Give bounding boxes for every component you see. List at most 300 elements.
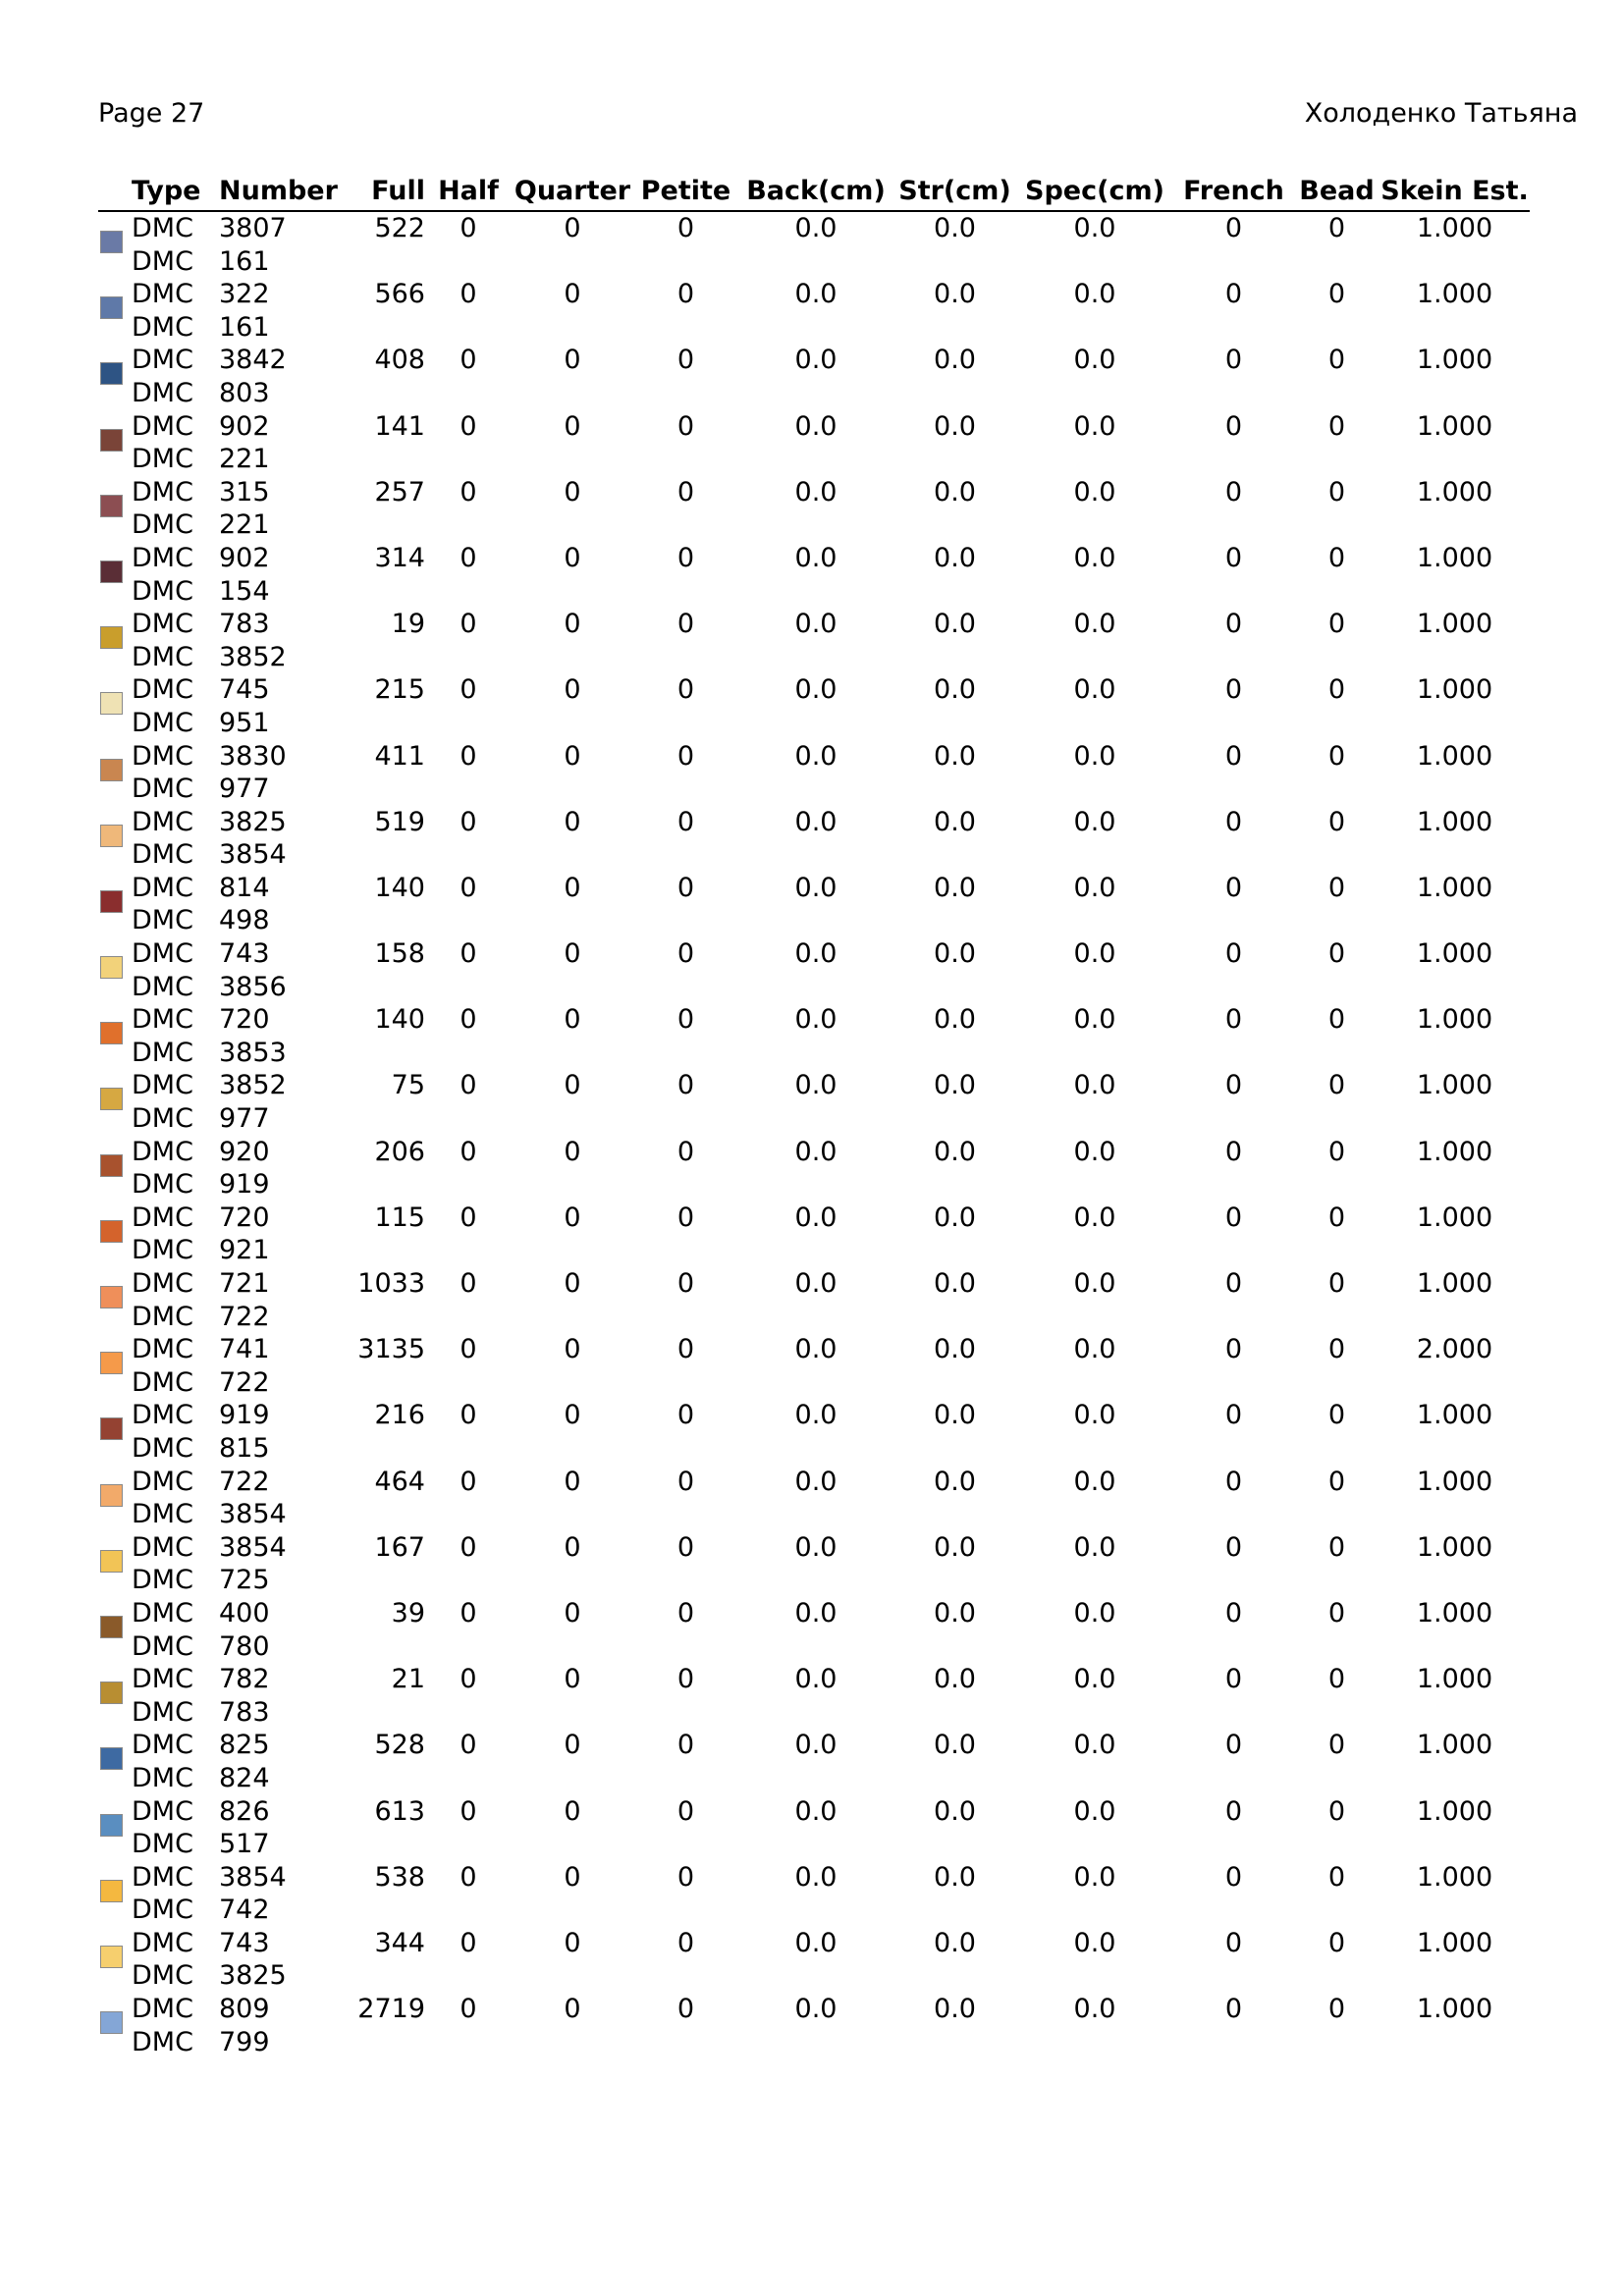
french-count: 0 xyxy=(1224,1531,1243,1563)
quarter-count: 0 xyxy=(564,938,581,970)
thread-type: DMC xyxy=(132,938,193,970)
french-count: 0 xyxy=(1224,938,1243,970)
full-count: 215 xyxy=(374,674,425,706)
spec-length: 0.0 xyxy=(1073,1136,1116,1167)
quarter-count: 0 xyxy=(564,1136,581,1167)
skein-estimate: 1.000 xyxy=(1416,476,1493,507)
french-count: 0 xyxy=(1224,1268,1243,1299)
skein-estimate: 1.000 xyxy=(1416,345,1493,376)
petite-count: 0 xyxy=(676,1730,695,1761)
french-count: 0 xyxy=(1224,1136,1243,1167)
back-length: 0.0 xyxy=(794,1004,838,1036)
blend-empty-cells xyxy=(330,1102,1530,1136)
half-count: 0 xyxy=(460,1730,477,1761)
swatch-cell xyxy=(98,1201,132,1267)
petite-count: 0 xyxy=(676,1664,695,1695)
thread-type: DMC xyxy=(132,213,193,243)
half-count: 0 xyxy=(460,1597,477,1629)
full-count: 140 xyxy=(374,872,425,903)
blend-thread-number: 3854 xyxy=(219,839,287,871)
table-body xyxy=(98,211,1530,2058)
back-length: 0.0 xyxy=(794,872,838,903)
color-swatch xyxy=(100,429,123,452)
skein-estimate: 1.000 xyxy=(1416,1466,1493,1497)
swatch-cell xyxy=(98,937,132,1003)
back-length: 0.0 xyxy=(794,279,838,310)
full-count: 344 xyxy=(374,1927,425,1958)
thread-number: 814 xyxy=(219,872,270,903)
swatch-cell xyxy=(98,1136,132,1201)
thread-row-blend xyxy=(98,1894,1530,1927)
blend-empty-cells xyxy=(330,1630,1530,1664)
thread-row-blend xyxy=(98,245,1530,279)
thread-type: DMC xyxy=(132,1994,193,2025)
thread-row xyxy=(98,1729,1530,1762)
quarter-count: 0 xyxy=(564,1531,581,1563)
french-count: 0 xyxy=(1224,1201,1243,1233)
swatch-cell xyxy=(98,476,132,542)
blend-empty-cells xyxy=(330,1168,1530,1201)
str-length: 0.0 xyxy=(934,1994,976,2025)
full-count: 140 xyxy=(374,1004,425,1036)
french-count: 0 xyxy=(1224,1861,1243,1893)
bead-count: 0 xyxy=(1327,1730,1346,1761)
petite-count: 0 xyxy=(676,1268,695,1299)
skein-estimate: 1.000 xyxy=(1416,609,1493,640)
thread-row xyxy=(98,673,1530,707)
thread-number: 3842 xyxy=(219,345,287,376)
spec-length: 0.0 xyxy=(1073,1531,1116,1563)
back-length: 0.0 xyxy=(794,609,838,640)
skein-estimate: 1.000 xyxy=(1416,542,1493,573)
swatch-cell xyxy=(98,1399,132,1465)
str-length: 0.0 xyxy=(934,1861,976,1893)
bead-count: 0 xyxy=(1327,872,1346,903)
column-header-back: Back(cm) xyxy=(738,174,893,211)
blend-thread-number: 783 xyxy=(219,1696,270,1728)
back-length: 0.0 xyxy=(794,1466,838,1497)
skein-estimate: 1.000 xyxy=(1416,1730,1493,1761)
half-count: 0 xyxy=(460,213,477,243)
thread-row-blend xyxy=(98,311,1530,345)
str-length: 0.0 xyxy=(934,1597,976,1629)
str-length: 0.0 xyxy=(934,740,976,772)
petite-count: 0 xyxy=(676,279,695,310)
half-count: 0 xyxy=(460,1664,477,1695)
half-count: 0 xyxy=(460,806,477,837)
blend-empty-cells xyxy=(330,1234,1530,1267)
back-length: 0.0 xyxy=(794,1597,838,1629)
str-length: 0.0 xyxy=(934,806,976,837)
column-header-skein: Skein Est. xyxy=(1380,174,1530,211)
column-header-half: Half xyxy=(425,174,512,211)
back-length: 0.0 xyxy=(794,1730,838,1761)
skein-estimate: 1.000 xyxy=(1416,1994,1493,2025)
blend-thread-type: DMC xyxy=(132,1630,193,1662)
back-length: 0.0 xyxy=(794,1334,838,1365)
blend-thread-number: 919 xyxy=(219,1169,270,1201)
quarter-count: 0 xyxy=(564,740,581,772)
thread-number: 3854 xyxy=(219,1861,287,1893)
str-length: 0.0 xyxy=(934,1004,976,1036)
thread-row-blend xyxy=(98,1828,1530,1861)
full-count: 21 xyxy=(391,1664,425,1695)
spec-length: 0.0 xyxy=(1073,938,1116,970)
blend-empty-cells xyxy=(330,1828,1530,1861)
quarter-count: 0 xyxy=(564,674,581,706)
thread-row-blend xyxy=(98,838,1530,872)
petite-count: 0 xyxy=(676,213,695,243)
quarter-count: 0 xyxy=(564,213,581,243)
petite-count: 0 xyxy=(676,345,695,376)
thread-type: DMC xyxy=(132,1136,193,1167)
full-count: 519 xyxy=(374,806,425,837)
thread-number: 3825 xyxy=(219,806,287,837)
skein-estimate: 1.000 xyxy=(1416,1531,1493,1563)
color-swatch xyxy=(100,231,123,253)
petite-count: 0 xyxy=(676,542,695,573)
french-count: 0 xyxy=(1224,279,1243,310)
thread-row xyxy=(98,1531,1530,1565)
thread-row xyxy=(98,344,1530,377)
thread-number: 3807 xyxy=(219,213,287,243)
author-name: Холоденко Татьяна xyxy=(1304,98,1578,129)
thread-number: 720 xyxy=(219,1004,270,1036)
swatch-cell xyxy=(98,608,132,673)
str-length: 0.0 xyxy=(934,213,976,243)
half-count: 0 xyxy=(460,938,477,970)
thread-type: DMC xyxy=(132,1334,193,1365)
thread-row xyxy=(98,1861,1530,1895)
thread-number: 315 xyxy=(219,476,270,507)
color-swatch xyxy=(100,1946,123,1968)
thread-type: DMC xyxy=(132,1070,193,1101)
blend-empty-cells xyxy=(330,575,1530,609)
skein-estimate: 1.000 xyxy=(1416,872,1493,903)
blend-thread-number: 498 xyxy=(219,905,270,936)
thread-row xyxy=(98,476,1530,509)
thread-row xyxy=(98,1466,1530,1499)
quarter-count: 0 xyxy=(564,1861,581,1893)
full-count: 2719 xyxy=(357,1994,425,2025)
column-header-petite: Petite xyxy=(633,174,738,211)
blend-thread-number: 3853 xyxy=(219,1037,287,1068)
thread-type: DMC xyxy=(132,1400,193,1431)
thread-type: DMC xyxy=(132,279,193,310)
blend-thread-number: 799 xyxy=(219,2026,270,2057)
blend-thread-type: DMC xyxy=(132,641,193,672)
thread-number: 920 xyxy=(219,1136,270,1167)
thread-row xyxy=(98,211,1530,245)
full-count: 1033 xyxy=(357,1268,425,1299)
full-count: 115 xyxy=(374,1201,425,1233)
column-header-full: Full xyxy=(330,174,425,211)
quarter-count: 0 xyxy=(564,806,581,837)
petite-count: 0 xyxy=(676,1334,695,1365)
half-count: 0 xyxy=(460,1861,477,1893)
bead-count: 0 xyxy=(1327,806,1346,837)
petite-count: 0 xyxy=(676,674,695,706)
full-count: 75 xyxy=(391,1070,425,1101)
blend-empty-cells xyxy=(330,1498,1530,1531)
str-length: 0.0 xyxy=(934,1531,976,1563)
thread-type: DMC xyxy=(132,1597,193,1629)
blend-thread-type: DMC xyxy=(132,774,193,805)
thread-row-blend xyxy=(98,773,1530,806)
back-length: 0.0 xyxy=(794,345,838,376)
full-count: 464 xyxy=(374,1466,425,1497)
spec-length: 0.0 xyxy=(1073,1994,1116,2025)
french-count: 0 xyxy=(1224,1927,1243,1958)
blend-thread-number: 722 xyxy=(219,1366,270,1398)
thread-table xyxy=(98,174,1530,2058)
blend-empty-cells xyxy=(330,1037,1530,1070)
color-swatch xyxy=(100,1022,123,1044)
thread-number: 783 xyxy=(219,609,270,640)
thread-row xyxy=(98,410,1530,444)
quarter-count: 0 xyxy=(564,1730,581,1761)
quarter-count: 0 xyxy=(564,476,581,507)
str-length: 0.0 xyxy=(934,609,976,640)
color-swatch xyxy=(100,1220,123,1243)
blend-thread-number: 3825 xyxy=(219,1960,287,1992)
bead-count: 0 xyxy=(1327,938,1346,970)
spec-length: 0.0 xyxy=(1073,609,1116,640)
thread-type: DMC xyxy=(132,1201,193,1233)
french-count: 0 xyxy=(1224,1070,1243,1101)
back-length: 0.0 xyxy=(794,476,838,507)
blend-thread-number: 780 xyxy=(219,1630,270,1662)
swatch-cell xyxy=(98,1993,132,2058)
blend-thread-type: DMC xyxy=(132,1960,193,1992)
half-count: 0 xyxy=(460,609,477,640)
quarter-count: 0 xyxy=(564,279,581,310)
blend-empty-cells xyxy=(330,1564,1530,1597)
thread-number: 825 xyxy=(219,1730,270,1761)
color-swatch xyxy=(100,561,123,583)
swatch-cell xyxy=(98,1003,132,1069)
quarter-count: 0 xyxy=(564,1927,581,1958)
color-swatch xyxy=(100,1286,123,1308)
str-length: 0.0 xyxy=(934,1070,976,1101)
blend-empty-cells xyxy=(330,1696,1530,1730)
spec-length: 0.0 xyxy=(1073,1664,1116,1695)
bead-count: 0 xyxy=(1327,1201,1346,1233)
spec-length: 0.0 xyxy=(1073,1597,1116,1629)
str-length: 0.0 xyxy=(934,1201,976,1233)
half-count: 0 xyxy=(460,279,477,310)
thread-row-blend xyxy=(98,1498,1530,1531)
back-length: 0.0 xyxy=(794,1664,838,1695)
french-count: 0 xyxy=(1224,410,1243,442)
blend-thread-number: 977 xyxy=(219,1103,270,1135)
thread-row-blend xyxy=(98,971,1530,1004)
french-count: 0 xyxy=(1224,1795,1243,1827)
blend-thread-number: 951 xyxy=(219,707,270,738)
petite-count: 0 xyxy=(676,1927,695,1958)
swatch-cell xyxy=(98,1267,132,1333)
thread-number: 721 xyxy=(219,1268,270,1299)
swatch-cell xyxy=(98,1531,132,1597)
thread-number: 782 xyxy=(219,1664,270,1695)
back-length: 0.0 xyxy=(794,410,838,442)
half-count: 0 xyxy=(460,872,477,903)
thread-number: 745 xyxy=(219,674,270,706)
thread-row-blend xyxy=(98,641,1530,674)
skein-estimate: 1.000 xyxy=(1416,1136,1493,1167)
petite-count: 0 xyxy=(676,806,695,837)
quarter-count: 0 xyxy=(564,1664,581,1695)
thread-row-blend xyxy=(98,1959,1530,1993)
back-length: 0.0 xyxy=(794,213,838,243)
bead-count: 0 xyxy=(1327,345,1346,376)
blend-thread-type: DMC xyxy=(132,1366,193,1398)
thread-row-blend xyxy=(98,1301,1530,1334)
half-count: 0 xyxy=(460,542,477,573)
color-swatch xyxy=(100,1880,123,1902)
spec-length: 0.0 xyxy=(1073,542,1116,573)
blend-thread-type: DMC xyxy=(132,1169,193,1201)
str-length: 0.0 xyxy=(934,345,976,376)
blend-thread-type: DMC xyxy=(132,245,193,277)
column-header-bead: Bead xyxy=(1294,174,1380,211)
full-count: 206 xyxy=(374,1136,425,1167)
blend-thread-type: DMC xyxy=(132,1696,193,1728)
thread-row xyxy=(98,1927,1530,1960)
thread-type: DMC xyxy=(132,740,193,772)
blend-empty-cells xyxy=(330,707,1530,740)
thread-row xyxy=(98,937,1530,971)
full-count: 538 xyxy=(374,1861,425,1893)
spec-length: 0.0 xyxy=(1073,345,1116,376)
french-count: 0 xyxy=(1224,1466,1243,1497)
str-length: 0.0 xyxy=(934,1730,976,1761)
swatch-cell xyxy=(98,1466,132,1531)
bead-count: 0 xyxy=(1327,609,1346,640)
thread-type: DMC xyxy=(132,872,193,903)
skein-estimate: 1.000 xyxy=(1416,1070,1493,1101)
blend-thread-type: DMC xyxy=(132,839,193,871)
skein-estimate: 1.000 xyxy=(1416,410,1493,442)
blend-thread-number: 3854 xyxy=(219,1499,287,1530)
bead-count: 0 xyxy=(1327,213,1346,243)
thread-type: DMC xyxy=(132,1730,193,1761)
thread-number: 743 xyxy=(219,938,270,970)
half-count: 0 xyxy=(460,1004,477,1036)
blend-thread-type: DMC xyxy=(132,1895,193,1926)
str-length: 0.0 xyxy=(934,1136,976,1167)
thread-row xyxy=(98,1267,1530,1301)
back-length: 0.0 xyxy=(794,806,838,837)
back-length: 0.0 xyxy=(794,1531,838,1563)
skein-estimate: 1.000 xyxy=(1416,1795,1493,1827)
quarter-count: 0 xyxy=(564,1795,581,1827)
thread-number: 741 xyxy=(219,1334,270,1365)
swatch-cell xyxy=(98,673,132,739)
half-count: 0 xyxy=(460,740,477,772)
thread-row xyxy=(98,278,1530,311)
french-count: 0 xyxy=(1224,1730,1243,1761)
half-count: 0 xyxy=(460,1466,477,1497)
skein-estimate: 1.000 xyxy=(1416,1597,1493,1629)
blend-thread-type: DMC xyxy=(132,2026,193,2057)
spec-length: 0.0 xyxy=(1073,1201,1116,1233)
skein-estimate: 1.000 xyxy=(1416,938,1493,970)
str-length: 0.0 xyxy=(934,410,976,442)
full-count: 167 xyxy=(374,1531,425,1563)
thread-number: 3854 xyxy=(219,1531,287,1563)
blend-thread-number: 824 xyxy=(219,1762,270,1793)
color-swatch xyxy=(100,825,123,847)
thread-row xyxy=(98,872,1530,905)
bead-count: 0 xyxy=(1327,1466,1346,1497)
skein-estimate: 1.000 xyxy=(1416,1664,1493,1695)
column-header-french: French xyxy=(1173,174,1294,211)
color-swatch xyxy=(100,296,123,319)
blend-empty-cells xyxy=(330,2026,1530,2059)
blend-thread-number: 742 xyxy=(219,1895,270,1926)
petite-count: 0 xyxy=(676,410,695,442)
spec-length: 0.0 xyxy=(1073,806,1116,837)
bead-count: 0 xyxy=(1327,740,1346,772)
str-length: 0.0 xyxy=(934,279,976,310)
skein-estimate: 1.000 xyxy=(1416,806,1493,837)
color-swatch xyxy=(100,1154,123,1177)
spec-length: 0.0 xyxy=(1073,410,1116,442)
str-length: 0.0 xyxy=(934,938,976,970)
half-count: 0 xyxy=(460,1136,477,1167)
french-count: 0 xyxy=(1224,1664,1243,1695)
spec-length: 0.0 xyxy=(1073,213,1116,243)
blend-thread-type: DMC xyxy=(132,1037,193,1068)
str-length: 0.0 xyxy=(934,872,976,903)
half-count: 0 xyxy=(460,1795,477,1827)
french-count: 0 xyxy=(1224,609,1243,640)
full-count: 566 xyxy=(374,279,425,310)
blend-thread-number: 517 xyxy=(219,1829,270,1860)
back-length: 0.0 xyxy=(794,938,838,970)
back-length: 0.0 xyxy=(794,1927,838,1958)
spec-length: 0.0 xyxy=(1073,1730,1116,1761)
half-count: 0 xyxy=(460,1334,477,1365)
skein-estimate: 1.000 xyxy=(1416,1400,1493,1431)
blend-thread-number: 803 xyxy=(219,377,270,408)
blend-thread-type: DMC xyxy=(132,1301,193,1332)
back-length: 0.0 xyxy=(794,1994,838,2025)
thread-row xyxy=(98,740,1530,774)
petite-count: 0 xyxy=(676,1597,695,1629)
thread-row-blend xyxy=(98,575,1530,609)
back-length: 0.0 xyxy=(794,1795,838,1827)
blend-thread-number: 221 xyxy=(219,444,270,475)
str-length: 0.0 xyxy=(934,1466,976,1497)
half-count: 0 xyxy=(460,1994,477,2025)
blend-thread-type: DMC xyxy=(132,1432,193,1464)
blend-empty-cells xyxy=(330,377,1530,410)
bead-count: 0 xyxy=(1327,410,1346,442)
blend-thread-number: 154 xyxy=(219,575,270,607)
blend-thread-type: DMC xyxy=(132,311,193,343)
quarter-count: 0 xyxy=(564,1070,581,1101)
french-count: 0 xyxy=(1224,476,1243,507)
str-length: 0.0 xyxy=(934,674,976,706)
skein-estimate: 1.000 xyxy=(1416,213,1493,243)
full-count: 522 xyxy=(374,213,425,243)
back-length: 0.0 xyxy=(794,1861,838,1893)
skein-estimate: 1.000 xyxy=(1416,1004,1493,1036)
color-swatch xyxy=(100,2011,123,2034)
thread-row-blend xyxy=(98,1630,1530,1664)
